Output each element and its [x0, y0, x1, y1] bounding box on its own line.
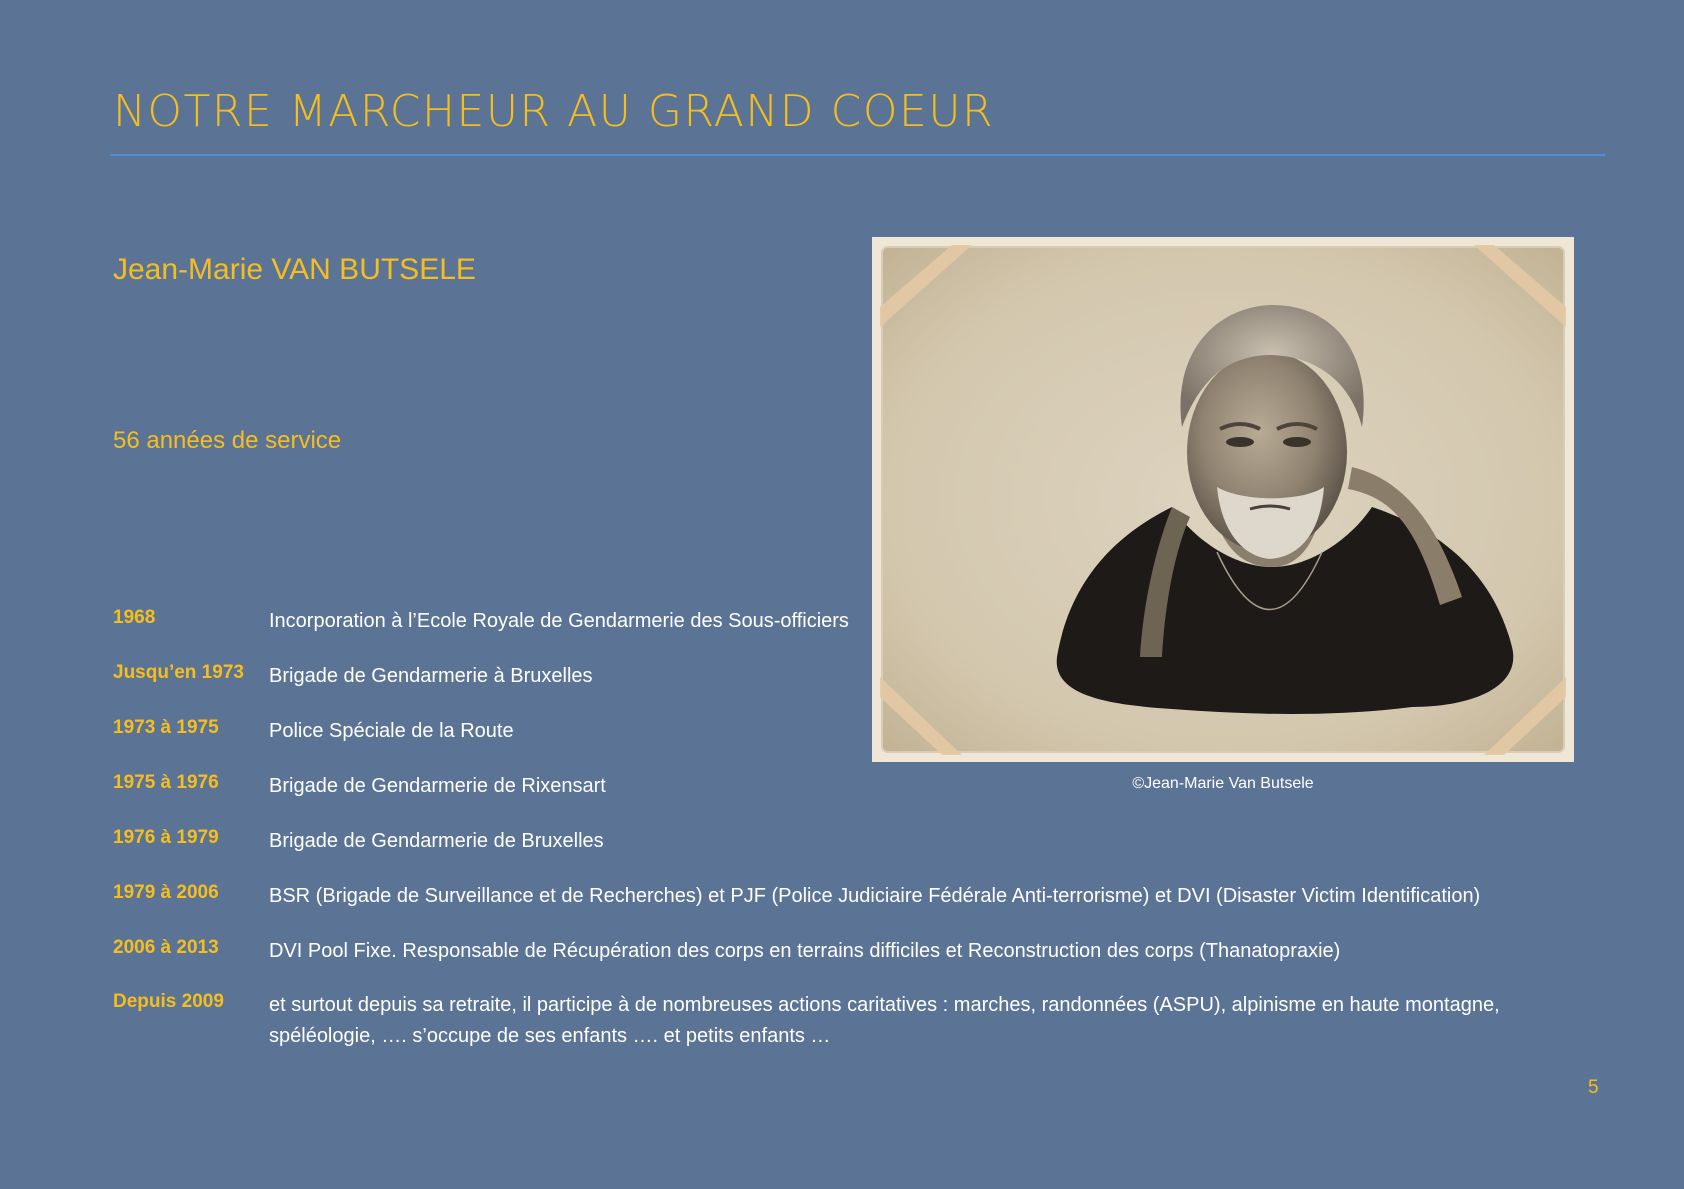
person-name: Jean-Marie VAN BUTSELE	[113, 253, 476, 286]
timeline-description: Brigade de Gendarmerie de Rixensart	[269, 775, 606, 797]
photo-caption: ©Jean-Marie Van Butsele	[1132, 775, 1314, 792]
service-years: 56 années de service	[113, 427, 342, 454]
timeline-description: BSR (Brigade de Surveillance et de Recherches) et PJF (Police Judiciaire Fédérale Anti-terrorisme) et DVI (Disaster Victim Identification)	[269, 885, 1481, 907]
timeline-description: Incorporation à l’Ecole Royale de Gendarmerie des Sous-officiers	[269, 610, 849, 632]
title-divider	[110, 154, 1605, 156]
timeline-description: DVI Pool Fixe. Responsable de Récupération des corps en terrains difficiles et Reconstruction des corps (Thanatopraxie)	[269, 940, 1341, 962]
timeline-description: Police Spéciale de la Route	[269, 720, 514, 742]
timeline-description: Brigade de Gendarmerie de Bruxelles	[269, 830, 604, 852]
timeline-period: Jusqu’en 1973	[113, 662, 244, 683]
timeline-period: 1973 à 1975	[113, 717, 219, 738]
timeline-period: Depuis 2009	[113, 991, 224, 1012]
timeline-period: 1968	[113, 607, 156, 628]
portrait-photo	[872, 237, 1574, 762]
page-number: 5	[1588, 1077, 1599, 1098]
timeline-period: 1976 à 1979	[113, 827, 219, 848]
timeline-period: 1975 à 1976	[113, 772, 219, 793]
slide-title: NOTRE MARCHEUR AU GRAND COEUR	[113, 86, 995, 137]
timeline-description: et surtout depuis sa retraite, il participe à de nombreuses actions caritatives : marches, randonnées (ASPU), alpinisme en haute montagne, spéléologie, …. s’occupe de ses enfants …. et petits enfants …	[269, 994, 1500, 1047]
timeline-period: 1979 à 2006	[113, 882, 219, 903]
timeline-description: Brigade de Gendarmerie à Bruxelles	[269, 665, 593, 687]
timeline-period: 2006 à 2013	[113, 937, 219, 958]
